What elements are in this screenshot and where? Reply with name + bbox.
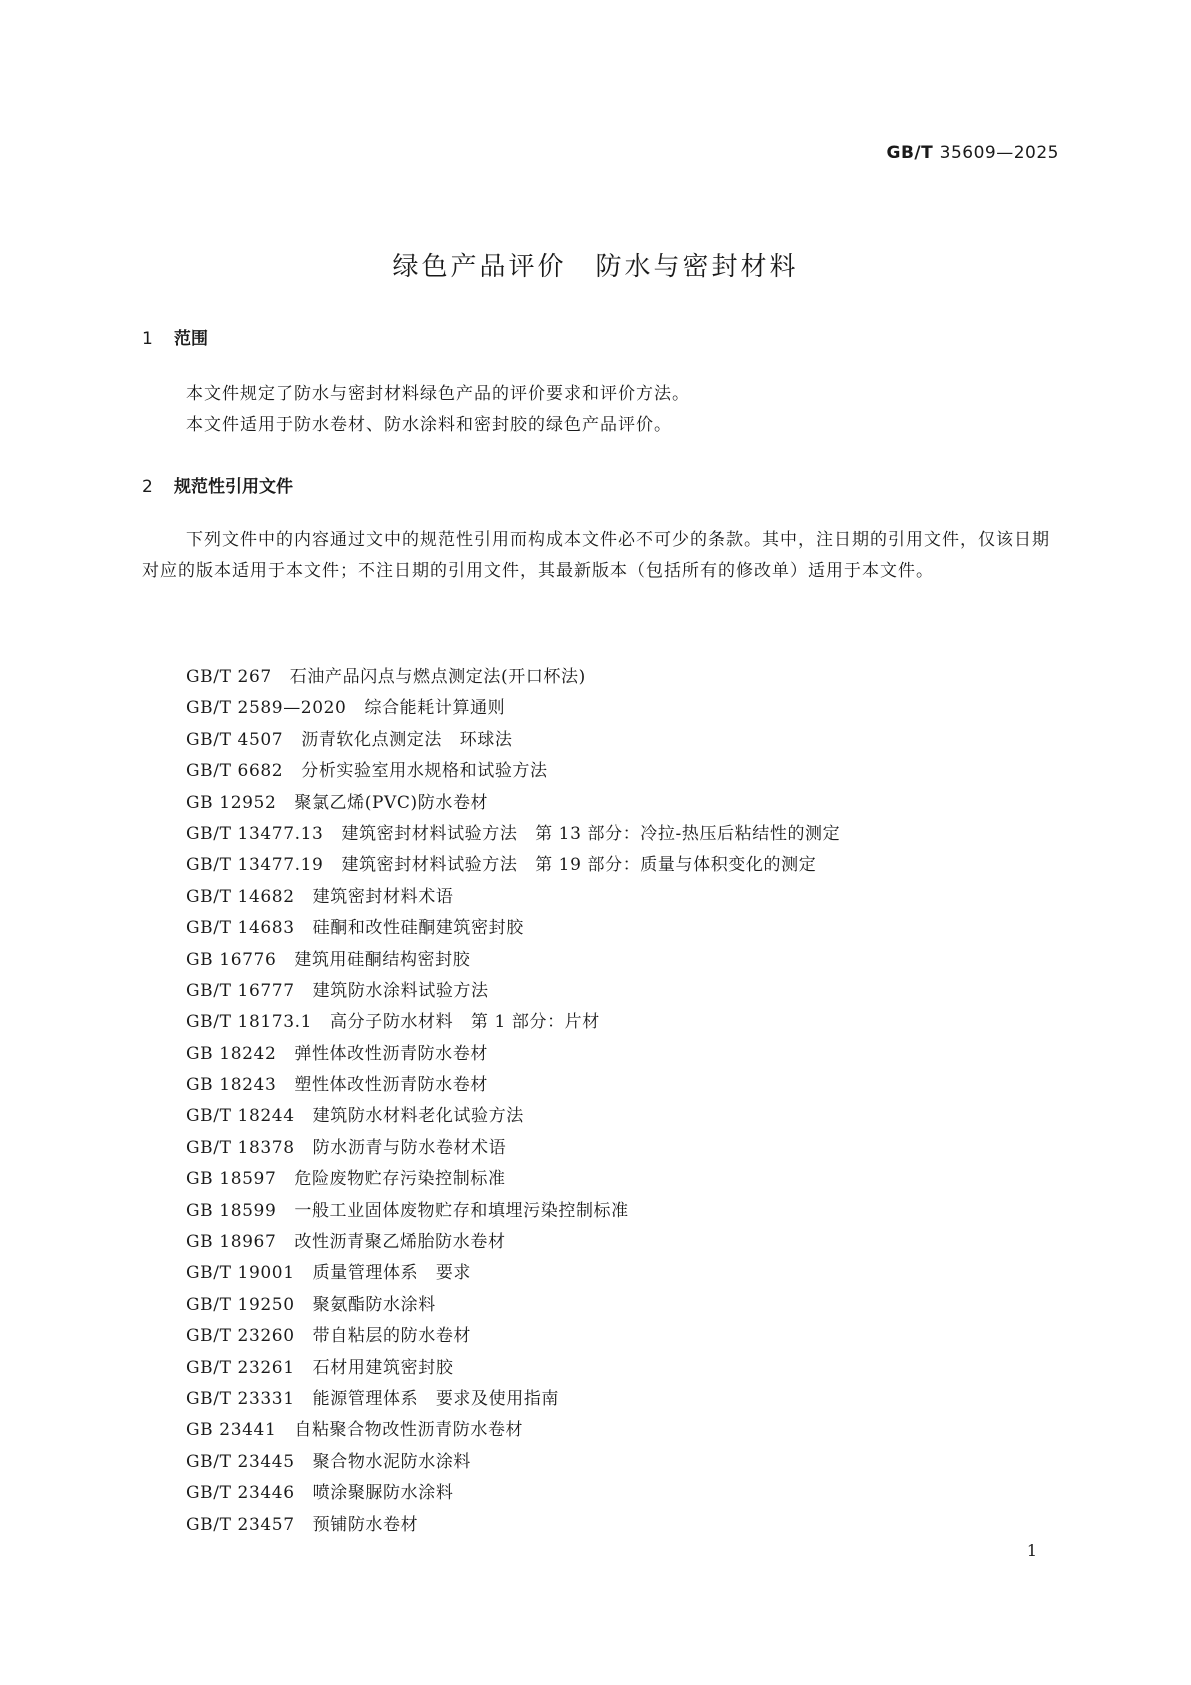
reference-item xyxy=(186,1164,840,1195)
reference-title: 建筑密封材料试验方法 第 13 部分：冷拉-热压后粘结性的测定 xyxy=(341,823,841,844)
reference-code: GB/T 19001 xyxy=(186,1263,295,1284)
reference-title: 建筑防水涂料试验方法 xyxy=(312,980,489,1001)
reference-title: 自粘聚合物改性沥青防水卷材 xyxy=(294,1420,524,1441)
reference-code: GB/T 16777 xyxy=(186,980,295,1001)
reference-item xyxy=(186,1258,840,1289)
reference-item xyxy=(186,850,840,881)
reference-item xyxy=(186,882,840,913)
reference-code: GB 18599 xyxy=(186,1200,277,1221)
reference-code: GB/T 23446 xyxy=(186,1483,295,1504)
reference-title: 改性沥青聚乙烯胎防水卷材 xyxy=(294,1232,506,1253)
reference-title: 沥青软化点测定法 环球法 xyxy=(301,729,513,750)
reference-title: 建筑用硅酮结构密封胶 xyxy=(294,949,471,970)
reference-code: GB 23441 xyxy=(186,1420,277,1441)
reference-item xyxy=(186,725,840,756)
reference-title: 高分子防水材料 第 1 部分：片材 xyxy=(330,1012,600,1033)
reference-item xyxy=(186,756,840,787)
scope-paragraph-2: 本文件适用于防水卷材、防水涂料和密封胶的绿色产品评价。 xyxy=(186,415,672,435)
reference-title: 质量管理体系 要求 xyxy=(312,1263,472,1284)
reference-title: 聚合物水泥防水涂料 xyxy=(312,1451,472,1472)
reference-item xyxy=(186,662,840,693)
reference-code: GB/T 13477.19 xyxy=(186,855,324,876)
reference-title: 聚氨酯防水涂料 xyxy=(312,1294,436,1315)
reference-item xyxy=(186,693,840,724)
standard-prefix: GB/T xyxy=(886,143,934,163)
document-title: 绿色产品评价 防水与密封材料 xyxy=(392,252,799,282)
reference-code: GB 18242 xyxy=(186,1043,277,1064)
reference-code: GB/T 23261 xyxy=(186,1357,295,1378)
reference-code: GB/T 18173.1 xyxy=(186,1012,313,1033)
reference-code: GB/T 18244 xyxy=(186,1106,295,1127)
reference-item xyxy=(186,1196,840,1227)
reference-item xyxy=(186,1321,840,1352)
reference-title: 预铺防水卷材 xyxy=(312,1514,419,1535)
scope-paragraph-1: 本文件规定了防水与密封材料绿色产品的评价要求和评价方法。 xyxy=(186,384,690,404)
reference-item xyxy=(186,1478,840,1509)
reference-item xyxy=(186,1447,840,1478)
reference-item xyxy=(186,1290,840,1321)
reference-code: GB/T 19250 xyxy=(186,1294,295,1315)
reference-title: 石油产品闪点与燃点测定法(开口杯法) xyxy=(289,667,586,687)
reference-item xyxy=(186,1133,840,1164)
reference-item xyxy=(186,1353,840,1384)
reference-item xyxy=(186,976,840,1007)
reference-item xyxy=(186,1415,840,1446)
reference-item xyxy=(186,1227,840,1258)
section-number: 1 xyxy=(142,329,153,349)
reference-item xyxy=(186,1510,840,1541)
section-title: 规范性引用文件 xyxy=(174,477,293,497)
page-number: 1 xyxy=(1026,1541,1037,1560)
reference-title: 建筑密封材料术语 xyxy=(312,886,454,907)
reference-title: 聚氯乙烯(PVC)防水卷材 xyxy=(294,792,489,813)
reference-code: GB/T 2589—2020 xyxy=(186,698,347,719)
section-number: 2 xyxy=(142,477,153,497)
reference-code: GB 16776 xyxy=(186,949,277,970)
reference-code: GB/T 13477.13 xyxy=(186,823,324,844)
standard-code xyxy=(887,143,1059,163)
reference-item xyxy=(186,1070,840,1101)
reference-title: 能源管理体系 要求及使用指南 xyxy=(312,1388,560,1409)
reference-item xyxy=(186,1384,840,1415)
standard-number: 35609—2025 xyxy=(939,143,1059,163)
reference-code: GB/T 6682 xyxy=(186,761,284,782)
reference-title: 危险废物贮存污染控制标准 xyxy=(294,1169,506,1190)
reference-title: 塑性体改性沥青防水卷材 xyxy=(294,1075,488,1096)
reference-item xyxy=(186,1007,840,1038)
reference-code: GB/T 14682 xyxy=(186,886,295,907)
reference-title: 带自粘层的防水卷材 xyxy=(312,1326,472,1347)
reference-item xyxy=(186,1101,840,1132)
reference-item xyxy=(186,1039,840,1070)
reference-title: 分析实验室用水规格和试验方法 xyxy=(301,761,548,782)
reference-title: 硅酮和改性硅酮建筑密封胶 xyxy=(312,918,524,939)
reference-title: 喷涂聚脲防水涂料 xyxy=(312,1483,454,1504)
reference-title: 石材用建筑密封胶 xyxy=(312,1357,454,1378)
reference-code: GB/T 23457 xyxy=(186,1514,295,1535)
reference-item xyxy=(186,913,840,944)
reference-title: 弹性体改性沥青防水卷材 xyxy=(294,1043,488,1064)
reference-item xyxy=(186,788,840,819)
reference-title: 防水沥青与防水卷材术语 xyxy=(312,1137,507,1158)
reference-list xyxy=(186,662,840,1541)
reference-item xyxy=(186,945,840,976)
reference-code: GB/T 23445 xyxy=(186,1451,295,1472)
reference-code: GB/T 18378 xyxy=(186,1137,295,1158)
reference-code: GB/T 4507 xyxy=(186,729,284,750)
reference-item xyxy=(186,819,840,850)
reference-title: 一般工业固体废物贮存和填埋污染控制标准 xyxy=(294,1200,629,1221)
reference-code: GB 18597 xyxy=(186,1169,277,1190)
reference-code: GB/T 267 xyxy=(186,667,272,687)
reference-title: 建筑密封材料试验方法 第 19 部分：质量与体积变化的测定 xyxy=(341,855,817,876)
reference-title: 综合能耗计算通则 xyxy=(364,698,506,719)
reference-code: GB 12952 xyxy=(186,792,277,813)
reference-code: GB/T 14683 xyxy=(186,918,295,939)
reference-code: GB/T 23260 xyxy=(186,1326,295,1347)
reference-code: GB/T 23331 xyxy=(186,1388,295,1409)
reference-title: 建筑防水材料老化试验方法 xyxy=(312,1106,524,1127)
reference-code: GB 18967 xyxy=(186,1232,277,1253)
section-1-heading xyxy=(142,324,208,349)
section-title: 范围 xyxy=(174,329,208,349)
normative-references-intro: 下列文件中的内容通过文中的规范性引用而构成本文件必不可少的条款。其中，注日期的引用文件，仅该日期对应的版本适用于本文件；不注日期的引用文件，其最新版本（包括所有的修改单）适用于本文件。 xyxy=(142,530,1050,581)
reference-code: GB 18243 xyxy=(186,1075,277,1096)
section-2-heading xyxy=(142,472,293,497)
